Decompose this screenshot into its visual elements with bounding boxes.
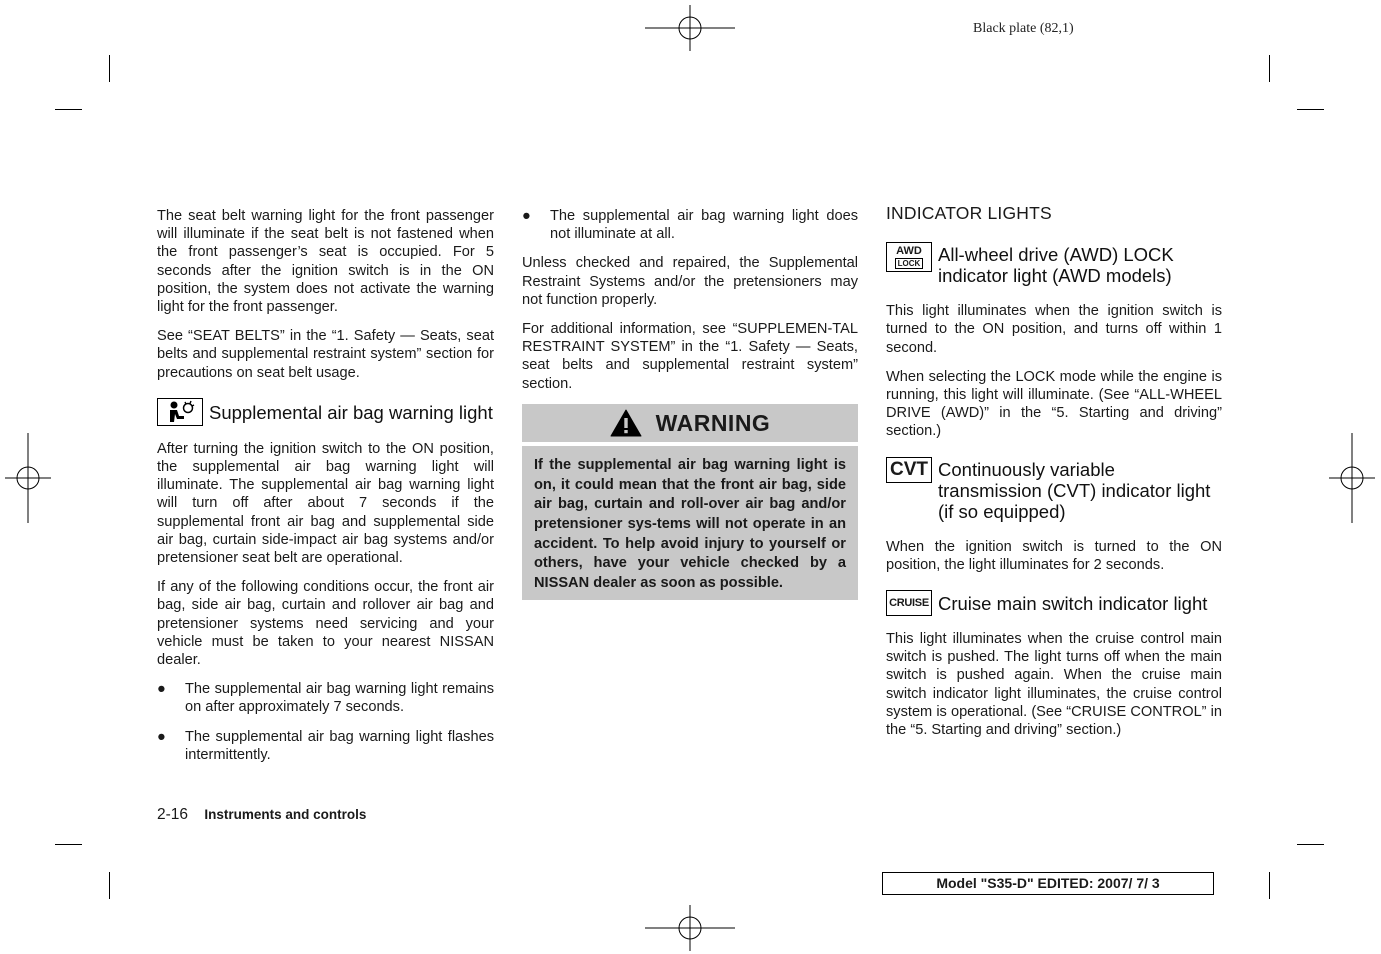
crop-mark: [55, 844, 82, 845]
warning-box: [522, 404, 858, 600]
cvt-heading-row: [886, 457, 1222, 522]
bullet-icon: ●: [157, 681, 166, 698]
registration-mark-top: [645, 5, 735, 51]
crop-mark: [55, 109, 82, 110]
cvt-icon-text: CVT: [890, 458, 928, 480]
airbag-heading: Supplemental air bag warning light: [209, 401, 493, 423]
list-item-text: The supplemental air bag warning light flashes intermittently.: [185, 728, 494, 763]
bullet-icon: ●: [157, 728, 166, 745]
paragraph: Unless checked and repaired, the Supplemental Restraint Systems and/or the pretensioners may not function properly.: [522, 255, 858, 308]
cruise-heading-row: [886, 590, 1222, 616]
list-item-text: The supplemental air bag warning light remains on after approximately 7 seconds.: [185, 681, 494, 716]
page-number: 2-16: [157, 806, 189, 823]
lock-icon-text: LOCK: [895, 258, 924, 269]
paragraph: If any of the following conditions occur, the front air bag, side air bag, curtain and rollover air bag and pretensioner systems need servicing and your vehicle must be taken to your nearest NISSAN dealer.: [157, 579, 494, 669]
crop-mark: [109, 55, 110, 82]
cvt-icon: [886, 457, 932, 483]
list-item-text: The supplemental air bag warning light does not illuminate at all.: [550, 208, 858, 243]
warning-text: If the supplemental air bag warning light is on, it could mean that the front air bag, side air bag, curtain and roll-over air bag and/or pretensioner sys-tems will not operate in an accident. To help avoid injury to yourself or others, have your vehicle checked by a NISSAN dealer as soon as possible.: [522, 446, 858, 600]
list-item: [157, 728, 494, 764]
warning-title: WARNING: [655, 409, 771, 436]
column-right: [886, 204, 1222, 750]
column-left: [157, 207, 494, 775]
warning-triangle-icon: [610, 409, 642, 437]
awd-heading: All-wheel drive (AWD) LOCK indicator light (AWD models): [938, 244, 1174, 287]
crop-mark: [1269, 55, 1270, 82]
cvt-heading: Continuously variable transmission (CVT) indicator light (if so equipped): [938, 458, 1211, 522]
list-item: [522, 207, 858, 243]
cruise-icon-text: CRUISE: [889, 596, 929, 609]
awd-icon-text: AWD: [896, 244, 922, 257]
model-edited-box: Model "S35-D" EDITED: 2007/ 7/ 3: [882, 872, 1214, 895]
column-middle: [522, 207, 858, 600]
paragraph: The seat belt warning light for the front passenger will illuminate if the seat belt is not fastened when the front passenger’s seat is occupied. For 5 seconds after the ignition switch is in the ON position, the system does not activate the warning light for the front passenger.: [157, 208, 494, 316]
section-name: Instruments and controls: [204, 807, 367, 822]
cruise-heading: Cruise main switch indicator light: [938, 593, 1208, 615]
crop-mark: [1297, 844, 1324, 845]
awd-heading-row: [886, 242, 1222, 286]
crop-mark: [109, 872, 110, 899]
airbag-warning-icon: [157, 398, 203, 426]
registration-mark-left: [5, 433, 51, 523]
crop-mark: [1297, 109, 1324, 110]
section-title: INDICATOR LIGHTS: [886, 203, 1052, 223]
crop-mark: [1269, 872, 1270, 899]
cruise-icon: [886, 590, 932, 616]
registration-mark-bottom: [645, 905, 735, 951]
paragraph: This light illuminates when the ignition switch is turned to the ON position, and turns off within 1 second.: [886, 303, 1222, 356]
paragraph: When the ignition switch is turned to the ON position, the light illuminates for 2 seconds.: [886, 538, 1222, 573]
paragraph: This light illuminates when the cruise control main switch is pushed. The light turns off when the main switch is pushed again. When the cruise main switch indicator light illuminates, the cruise control system is operational. (See “CRUISE CONTROL” in the “5. Starting and driving” section.): [886, 631, 1222, 739]
paragraph: See “SEAT BELTS” in the “1. Safety — Seats, seat belts and supplemental restraint system” section for precautions on seat belt usage.: [157, 328, 494, 381]
list-item: [157, 680, 494, 716]
page-footer: [157, 806, 366, 824]
bullet-icon: ●: [522, 208, 531, 224]
airbag-heading-row: [157, 398, 494, 426]
paragraph: After turning the ignition switch to the ON position, the supplemental air bag warning light will illuminate. The supplemental air bag warning light will turn off after about 7 seconds if the supplemental front air bag and supplemental side air bag, curtain side-impact air bag systems and/or pretensioner seat belt are operational.: [157, 440, 494, 567]
warning-header: [522, 404, 858, 442]
paragraph: For additional information, see “SUPPLEMEN-TAL RESTRAINT SYSTEM” in the “1. Safety — Seats, seat belts and supplemental restraint system” section.: [522, 321, 858, 392]
paragraph: When selecting the LOCK mode while the engine is running, this light will illuminate. (See “ALL-WHEEL DRIVE (AWD)” in the “5. Starting and driving” section.): [886, 368, 1222, 440]
plate-label: Black plate (82,1): [973, 21, 1074, 36]
awd-lock-icon: [886, 242, 932, 272]
registration-mark-right: [1329, 433, 1375, 523]
